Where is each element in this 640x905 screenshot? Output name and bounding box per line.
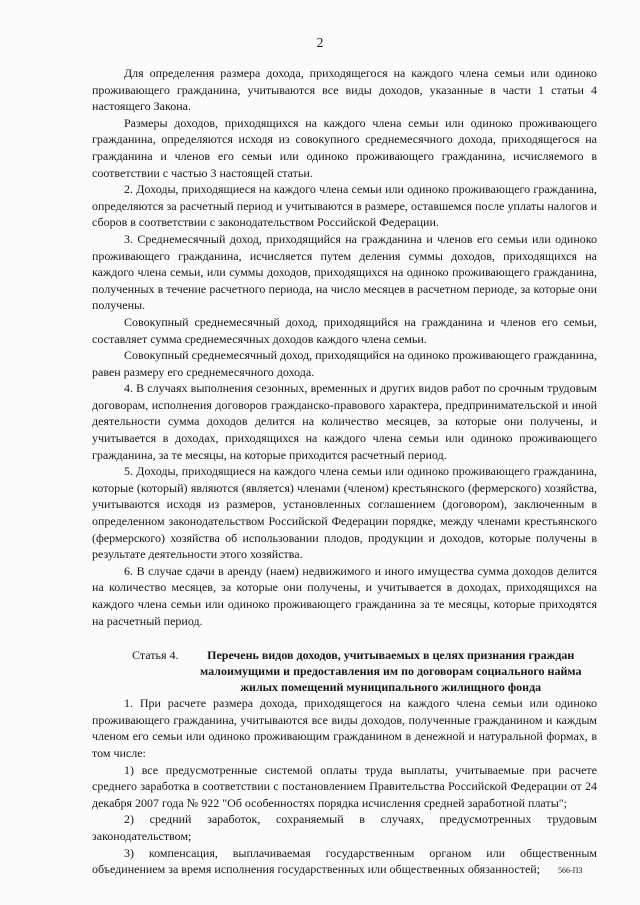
document-body [92, 65, 597, 878]
paragraph: 1. При расчете размера дохода, приходящегося на каждого члена семьи или одиноко проживающего гражданина, учитываются все виды доходов, полученные гражданином и каждым членом его семьи или одиноко проживающим гражданином в денежной и натуральной формах, в том числе: [92, 696, 597, 760]
paragraph: 2) средний заработок, сохраняемый в случаях, предусмотренных трудовым законодательством; [92, 812, 597, 843]
article-label: Статья 4. [132, 648, 179, 663]
paragraph: 3. Среднемесячный доход, приходящийся на гражданина и членов его семьи или одиноко проживающего гражданина, исчисляется путем деления суммы доходов, приходящихся на каждого члена семьи, или суммы доходов, приходящихся на одиноко проживающего гражданина, полученных в течение расчетного периода, на число месяцев в расчетном периоде, за которые они получены. [92, 231, 597, 313]
paragraph: Размеры доходов, приходящихся на каждого члена семьи или одиноко проживающего гражданина, определяются исходя из совокупного среднемесячного дохода, приходящегося на гражданина и членов его семьи или одиноко проживающего гражданина, исчисляемого в соответствии с частью 3 настоящей статьи. [92, 115, 597, 180]
document-code: 566-ПЗ [558, 866, 583, 875]
paragraph: 4. В случаях выполнения сезонных, временных и других видов работ по срочным трудовым договорам, исполнения договоров гражданско-правового характера, предпринимательской и иной деятельности сумма доходов делится на количество месяцев, за которые они получены, и учитывается в доходах, приходящихся на каждого члена семьи или одиноко проживающего гражданина, за те месяцы, на которые приходится расчетный период. [92, 381, 597, 462]
paragraph: 5. Доходы, приходящиеся на каждого члена семьи или одиноко проживающего гражданина, которые (который) являются (является) членами (членом) крестьянского (фермерского) хозяйства, учитываются исходя из размеров, установленных соглашением (договором), заключенным в определенном законодательством Российской Федерации порядке, между членами крестьянского (фермерского) хозяйства об использовании плодов, продукции и доходов, которые получены в результате деятельности этого хозяйства. [92, 464, 597, 562]
page-number: 2 [316, 35, 324, 50]
paragraph: 6. В случае сдачи в аренду (наем) недвижимого и иного имущества сумма доходов делится на количество месяцев, за которые они получены, и учитывается в доходах, приходящихся на каждого члена семьи или одиноко проживающего гражданина за те месяцы, которые приходятся на расчетный период. [92, 563, 597, 628]
paragraph: Совокупный среднемесячный доход, приходящийся на одиноко проживающего гражданина, равен размеру его среднемесячного дохода. [92, 348, 597, 379]
paragraph: 2. Доходы, приходящиеся на каждого члена семьи или одиноко проживающего гражданина, определяются за расчетный период и учитываются в размере, оставшемся после уплаты налогов и сборов в соответствии с законодательством Российской Федерации. [92, 182, 597, 230]
paragraph: 3) компенсация, выплачиваемая государственным органом или общественным объединением за время исполнения государственных или общественных обязанностей; [92, 845, 597, 877]
paragraph: 1) все предусмотренные системой оплаты труда выплаты, учитываемые при расчете среднего заработка в соответствии с постановлением Правительства Российской Федерации от 24 декабря 2007 года № 922 "Об особенностях порядка исчисления средней заработной платы"; [92, 762, 597, 810]
article-heading [92, 647, 597, 695]
paragraph: Совокупный среднемесячный доход, приходящийся на гражданина и членов его семьи, составляет сумма среднемесячных доходов каждого члена семьи. [92, 314, 597, 346]
article-title: Перечень видов доходов, учитываемых в целях признания граждан малоимущими и предоставления им по договорам социального найма жилых помещений муниципального жилищного фонда [200, 648, 582, 695]
paragraph: Для определения размера дохода, приходящегося на каждого члена семьи или одиноко проживающего гражданина, учитываются все виды доходов, указанные в части 1 статьи 4 настоящего Закона. [92, 66, 597, 114]
